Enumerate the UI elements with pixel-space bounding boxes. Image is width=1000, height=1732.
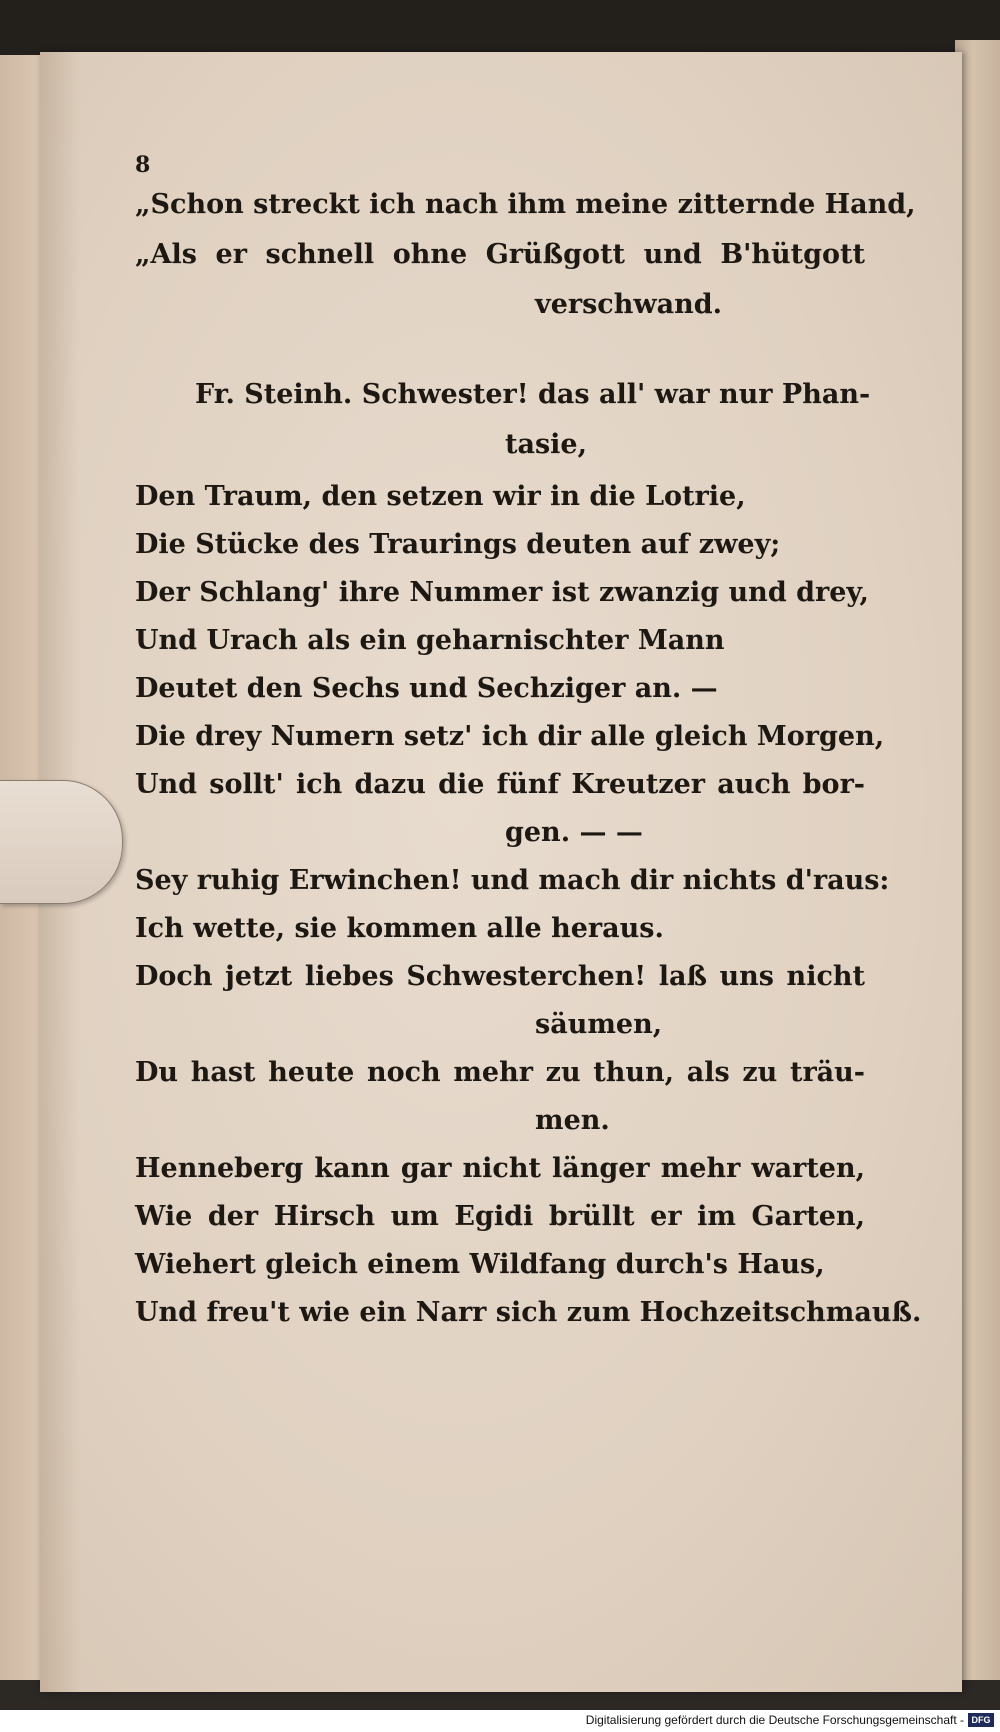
text-line: säumen, <box>535 1009 663 1040</box>
digitization-credit: Digitalisierung gefördert durch die Deutsche Forschungsgemeinschaft - <box>585 1713 964 1727</box>
dfg-logo: DFG <box>968 1713 994 1727</box>
text-line: Wie der Hirsch um Egidi brüllt er im Garten, <box>135 1201 865 1232</box>
text-line: Ich wette, sie kommen alle heraus. <box>135 913 664 944</box>
speaker-line: Fr. Steinh. Schwester! das all' war nur Phan- <box>195 379 871 410</box>
text-line: Wiehert gleich einem Wildfang durch's Haus, <box>135 1249 825 1280</box>
text-line: gen. — — <box>505 817 643 848</box>
text-line: Die Stücke des Traurings deuten auf zwey; <box>135 529 781 560</box>
text-line: tasie, <box>505 429 588 460</box>
text-line: Die drey Numern setz' ich dir alle gleich Morgen, <box>135 721 885 752</box>
text-line: Den Traum, den setzen wir in die Lotrie, <box>135 481 746 512</box>
text-line: Der Schlang' ihre Nummer ist zwanzig und drey, <box>135 577 869 608</box>
text-line: Henneberg kann gar nicht länger mehr warten, <box>135 1153 865 1184</box>
text-line: Und sollt' ich dazu die fünf Kreutzer auch bor- <box>135 769 865 800</box>
bookmark-tab <box>0 780 123 904</box>
text-line: men. <box>535 1105 610 1136</box>
text-line: Du hast heute noch mehr zu thun, als zu träu- <box>135 1057 865 1088</box>
text-line: Und freu't wie ein Narr sich zum Hochzeitschmauß. <box>135 1297 922 1328</box>
text-line: „Als er schnell ohne Grüßgott und B'hütgott <box>135 239 865 270</box>
text-line: Sey ruhig Erwinchen! und mach dir nichts d'raus: <box>135 865 890 896</box>
text-line: Deutet den Sechs und Sechziger an. — <box>135 673 718 704</box>
text-line: „Schon streckt ich nach ihm meine zitternde Hand, <box>135 189 916 220</box>
text-line: verschwand. <box>535 289 723 320</box>
page-number: 8 <box>135 152 151 178</box>
text-line: Doch jetzt liebes Schwesterchen! laß uns nicht <box>135 961 865 992</box>
text-line: Und Urach als ein geharnischter Mann <box>135 625 725 656</box>
